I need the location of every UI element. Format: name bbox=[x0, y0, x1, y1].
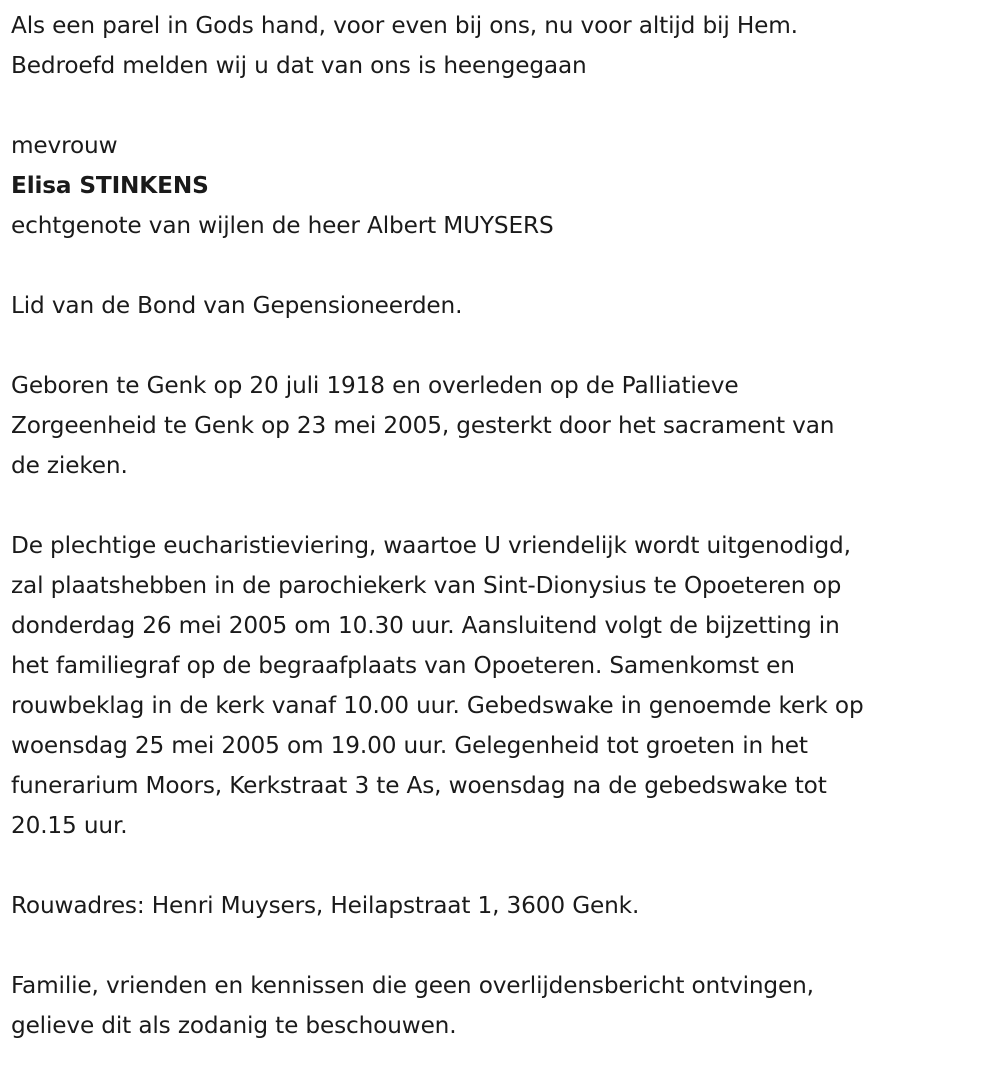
ceremony-paragraph bbox=[11, 526, 996, 846]
spacer bbox=[11, 486, 996, 526]
deceased-title: mevrouw bbox=[11, 132, 118, 159]
intro-section bbox=[11, 6, 996, 86]
birth-death-paragraph bbox=[11, 366, 996, 486]
spacer bbox=[11, 246, 996, 286]
mourning-address: Rouwadres: Henri Muysers, Heilapstraat 1, 3600 Genk. bbox=[11, 892, 640, 919]
deceased-section bbox=[11, 126, 996, 246]
deceased-name: Elisa STINKENS bbox=[11, 172, 209, 199]
paragraph-line: het familiegraf op de begraafplaats van Opoeteren. Samenkomst en bbox=[11, 652, 795, 679]
paragraph-line: Familie, vrienden en kennissen die geen overlijdensbericht ontvingen, bbox=[11, 972, 814, 999]
paragraph-line: funerarium Moors, Kerkstraat 3 te As, woensdag na de gebedswake tot bbox=[11, 772, 827, 799]
closing-paragraph bbox=[11, 966, 996, 1046]
intro-verse: Als een parel in Gods hand, voor even bij ons, nu voor altijd bij Hem. bbox=[11, 12, 798, 39]
deceased-spouse: echtgenote van wijlen de heer Albert MUYSERS bbox=[11, 212, 554, 239]
paragraph-line: woensdag 25 mei 2005 om 19.00 uur. Gelegenheid tot groeten in het bbox=[11, 732, 808, 759]
paragraph-line: gelieve dit als zodanig te beschouwen. bbox=[11, 1012, 457, 1039]
paragraph-line: De plechtige eucharistieviering, waartoe U vriendelijk wordt uitgenodigd, bbox=[11, 532, 851, 559]
paragraph-line: donderdag 26 mei 2005 om 10.30 uur. Aansluitend volgt de bijzetting in bbox=[11, 612, 840, 639]
spacer bbox=[11, 846, 996, 886]
paragraph-line: rouwbeklag in de kerk vanaf 10.00 uur. Gebedswake in genoemde kerk op bbox=[11, 692, 864, 719]
paragraph-line: zal plaatshebben in de parochiekerk van Sint-Dionysius te Opoeteren op bbox=[11, 572, 842, 599]
spacer bbox=[11, 86, 996, 126]
spacer bbox=[11, 926, 996, 966]
obituary-notice bbox=[11, 0, 996, 1046]
membership-text: Lid van de Bond van Gepensioneerden. bbox=[11, 292, 463, 319]
paragraph-line: Geboren te Genk op 20 juli 1918 en overleden op de Palliatieve bbox=[11, 372, 739, 399]
paragraph-line: de zieken. bbox=[11, 452, 128, 479]
paragraph-line: 20.15 uur. bbox=[11, 812, 128, 839]
intro-announcement: Bedroefd melden wij u dat van ons is heengegaan bbox=[11, 52, 587, 79]
spacer bbox=[11, 326, 996, 366]
paragraph-line: Zorgeenheid te Genk op 23 mei 2005, gesterkt door het sacrament van bbox=[11, 412, 835, 439]
